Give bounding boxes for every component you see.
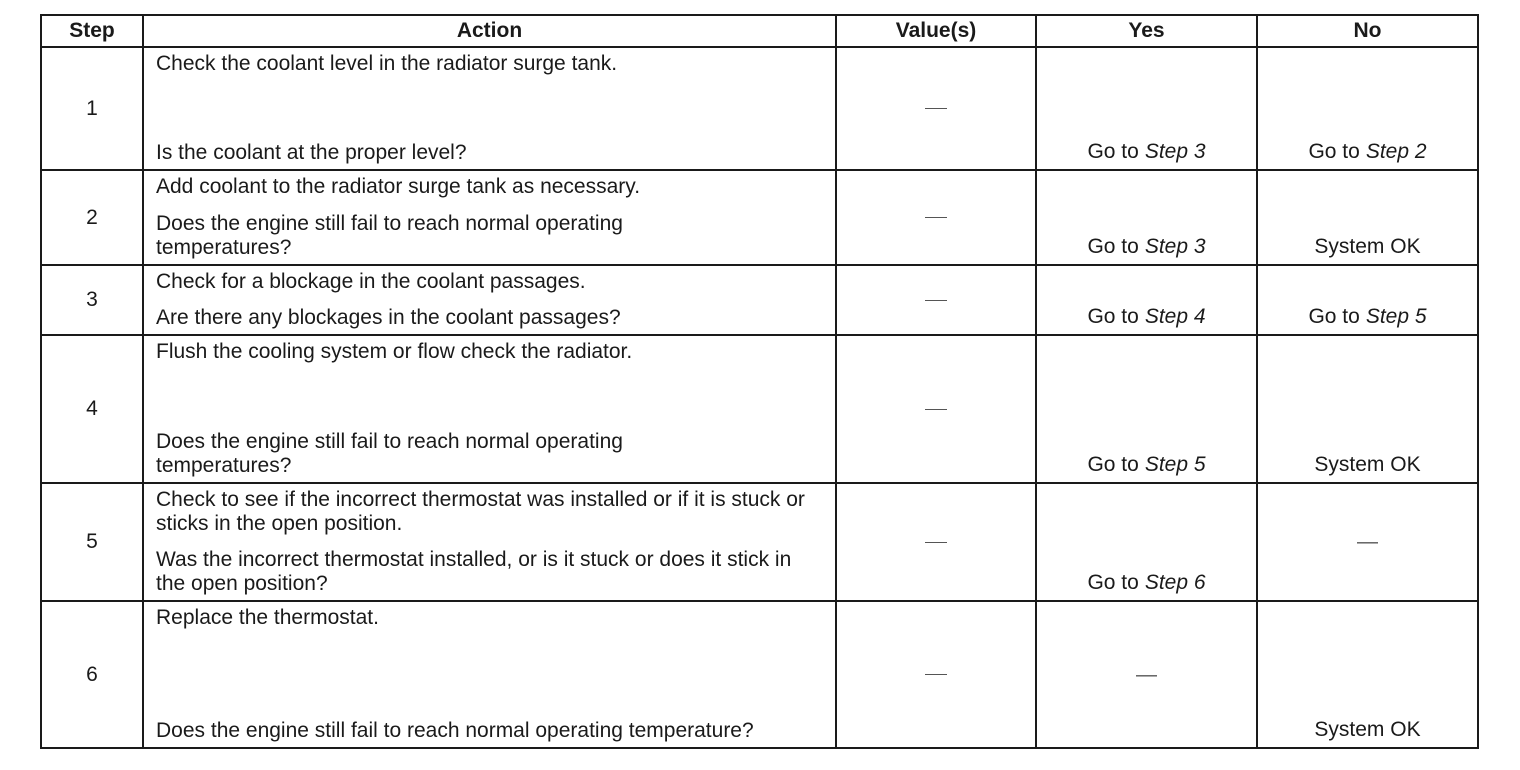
goto-prefix: Go to bbox=[1087, 140, 1139, 163]
goto-prefix: Go to bbox=[1087, 235, 1139, 258]
value-cell bbox=[836, 335, 1036, 483]
header-step: Step bbox=[41, 15, 143, 47]
action-question: Are there any blockages in the coolant passages? bbox=[156, 306, 621, 329]
goto-step-ref: Step 2 bbox=[1365, 140, 1427, 163]
action-instruction: Check to see if the incorrect thermostat was installed or if it is stuck or sticks in the open position. bbox=[156, 488, 805, 535]
table-row bbox=[41, 483, 1478, 601]
header-values: Value(s) bbox=[836, 15, 1036, 47]
action-question: Is the coolant at the proper level? bbox=[156, 141, 467, 164]
goto-prefix: Go to bbox=[1308, 305, 1360, 328]
yes-cell bbox=[1036, 483, 1257, 601]
header-yes: Yes bbox=[1036, 15, 1257, 47]
table-row bbox=[41, 47, 1478, 170]
goto-prefix: Go to bbox=[1308, 140, 1360, 163]
dash-mark bbox=[925, 542, 947, 543]
value-cell bbox=[836, 483, 1036, 601]
action-question: Was the incorrect thermostat installed, or is it stuck or does it stick in the open position? bbox=[156, 548, 792, 595]
dash-mark bbox=[925, 300, 947, 301]
no-cell: System OK bbox=[1257, 601, 1478, 748]
action-cell bbox=[143, 170, 836, 265]
action-question: Does the engine still fail to reach normal operating temperature? bbox=[156, 719, 754, 742]
action-instruction: Check for a blockage in the coolant passages. bbox=[156, 270, 586, 293]
action-instruction: Check the coolant level in the radiator surge tank. bbox=[156, 52, 618, 75]
dash-mark bbox=[925, 108, 947, 109]
goto-prefix: Go to bbox=[1087, 305, 1139, 328]
value-cell bbox=[836, 601, 1036, 748]
dash-mark bbox=[925, 674, 947, 675]
no-cell: — bbox=[1257, 483, 1478, 601]
action-instruction: Replace the thermostat. bbox=[156, 606, 379, 629]
goto-step-ref: Step 4 bbox=[1144, 305, 1206, 328]
action-cell bbox=[143, 483, 836, 601]
yes-cell bbox=[1036, 335, 1257, 483]
value-cell bbox=[836, 170, 1036, 265]
action-cell bbox=[143, 601, 836, 748]
dash-mark bbox=[925, 217, 947, 218]
header-no: No bbox=[1257, 15, 1478, 47]
step-number: 3 bbox=[41, 265, 143, 335]
step-number: 2 bbox=[41, 170, 143, 265]
value-cell bbox=[836, 47, 1036, 170]
goto-step-ref: Step 3 bbox=[1144, 140, 1206, 163]
goto-step-ref: Step 5 bbox=[1365, 305, 1427, 328]
table-row bbox=[41, 265, 1478, 335]
step-number: 5 bbox=[41, 483, 143, 601]
step-number: 1 bbox=[41, 47, 143, 170]
goto-step-ref: Step 3 bbox=[1144, 235, 1206, 258]
table-row bbox=[41, 601, 1478, 748]
yes-cell bbox=[1036, 170, 1257, 265]
no-cell: System OK bbox=[1257, 335, 1478, 483]
value-cell bbox=[836, 265, 1036, 335]
dash-mark bbox=[925, 409, 947, 410]
action-instruction: Flush the cooling system or flow check the radiator. bbox=[156, 340, 633, 363]
step-number: 4 bbox=[41, 335, 143, 483]
goto-prefix: Go to bbox=[1087, 571, 1139, 594]
step-number: 6 bbox=[41, 601, 143, 748]
action-question: Does the engine still fail to reach normal operating temperatures? bbox=[156, 430, 623, 477]
action-cell bbox=[143, 335, 836, 483]
header-action: Action bbox=[143, 15, 836, 47]
goto-step-ref: Step 5 bbox=[1144, 453, 1206, 476]
header-row bbox=[41, 15, 1478, 47]
yes-cell: — bbox=[1036, 601, 1257, 748]
diagnostic-table bbox=[40, 14, 1479, 749]
table-row bbox=[41, 335, 1478, 483]
action-question: Does the engine still fail to reach normal operating temperatures? bbox=[156, 212, 623, 259]
goto-step-ref: Step 6 bbox=[1144, 571, 1206, 594]
action-cell bbox=[143, 265, 836, 335]
no-cell: System OK bbox=[1257, 170, 1478, 265]
table-row bbox=[41, 170, 1478, 265]
yes-cell bbox=[1036, 265, 1257, 335]
no-cell bbox=[1257, 47, 1478, 170]
goto-prefix: Go to bbox=[1087, 453, 1139, 476]
action-instruction: Add coolant to the radiator surge tank as necessary. bbox=[156, 175, 641, 198]
yes-cell bbox=[1036, 47, 1257, 170]
action-cell bbox=[143, 47, 836, 170]
no-cell bbox=[1257, 265, 1478, 335]
